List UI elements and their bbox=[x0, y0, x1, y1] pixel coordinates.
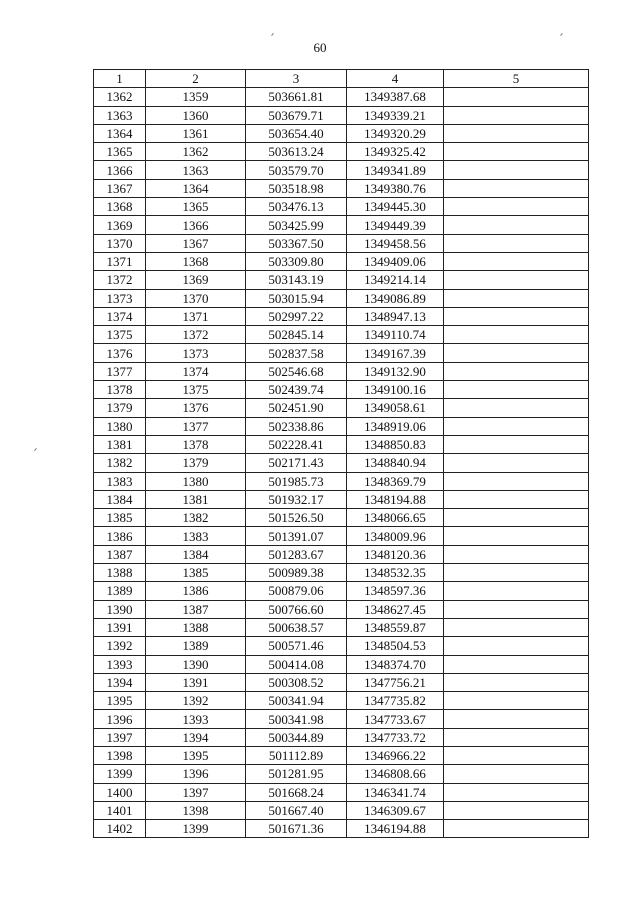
table-row bbox=[94, 710, 589, 728]
table-cell: 503518.98 bbox=[246, 179, 347, 197]
table-row bbox=[94, 655, 589, 673]
table-cell: 503654.40 bbox=[246, 124, 347, 142]
table-row bbox=[94, 399, 589, 417]
table-cell: 1364 bbox=[94, 124, 146, 142]
table-row bbox=[94, 728, 589, 746]
table-cell bbox=[444, 673, 589, 691]
table-cell: 1378 bbox=[94, 381, 146, 399]
table-cell bbox=[444, 728, 589, 746]
table-cell: 1348504.53 bbox=[347, 637, 444, 655]
table-cell: 501391.07 bbox=[246, 527, 347, 545]
table-row bbox=[94, 801, 589, 819]
table-cell: 1385 bbox=[94, 509, 146, 527]
table-cell bbox=[444, 198, 589, 216]
table-cell: 501668.24 bbox=[246, 783, 347, 801]
table-cell: 1349214.14 bbox=[347, 271, 444, 289]
table-cell: 1346309.67 bbox=[347, 801, 444, 819]
table-cell bbox=[444, 326, 589, 344]
table-cell: 502228.41 bbox=[246, 435, 347, 453]
table-row bbox=[94, 600, 589, 618]
table-cell: 1398 bbox=[94, 746, 146, 764]
table-cell: 1367 bbox=[94, 179, 146, 197]
table-cell: 1349449.39 bbox=[347, 216, 444, 234]
table-cell: 1349086.89 bbox=[347, 289, 444, 307]
table-cell bbox=[444, 344, 589, 362]
table-cell: 501526.50 bbox=[246, 509, 347, 527]
table-cell: 1369 bbox=[146, 271, 246, 289]
coordinates-table bbox=[93, 69, 589, 838]
table-cell: 503367.50 bbox=[246, 234, 347, 252]
table-cell: 1374 bbox=[146, 362, 246, 380]
table-cell bbox=[444, 124, 589, 142]
table-cell: 502546.68 bbox=[246, 362, 347, 380]
table-cell: 1375 bbox=[94, 326, 146, 344]
table-row bbox=[94, 252, 589, 270]
table-cell: 503425.99 bbox=[246, 216, 347, 234]
table-cell: 1349341.89 bbox=[347, 161, 444, 179]
table-cell: 1347756.21 bbox=[347, 673, 444, 691]
table-cell bbox=[444, 545, 589, 563]
table-cell: 1361 bbox=[146, 124, 246, 142]
table-cell: 1368 bbox=[94, 198, 146, 216]
table-row bbox=[94, 161, 589, 179]
table-cell: 1393 bbox=[94, 655, 146, 673]
table-cell: 1347733.72 bbox=[347, 728, 444, 746]
table-cell: 1370 bbox=[94, 234, 146, 252]
table-row bbox=[94, 472, 589, 490]
table-cell: 1399 bbox=[94, 765, 146, 783]
table-row bbox=[94, 582, 589, 600]
table-cell: 1348919.06 bbox=[347, 417, 444, 435]
table-row bbox=[94, 234, 589, 252]
table-cell bbox=[444, 783, 589, 801]
table-cell: 1349110.74 bbox=[347, 326, 444, 344]
table-cell: 1364 bbox=[146, 179, 246, 197]
table-cell: 1395 bbox=[146, 746, 246, 764]
table-cell: 1371 bbox=[94, 252, 146, 270]
table-cell: 502997.22 bbox=[246, 307, 347, 325]
table-row bbox=[94, 490, 589, 508]
table-cell: 502338.86 bbox=[246, 417, 347, 435]
table-row bbox=[94, 527, 589, 545]
table-cell: 502837.58 bbox=[246, 344, 347, 362]
table-cell: 503679.71 bbox=[246, 106, 347, 124]
table-cell: 1384 bbox=[94, 490, 146, 508]
table-cell: 1349409.06 bbox=[347, 252, 444, 270]
column-header: 4 bbox=[347, 70, 444, 88]
table-cell: 1382 bbox=[146, 509, 246, 527]
table-cell: 1348597.36 bbox=[347, 582, 444, 600]
table-cell: 1389 bbox=[94, 582, 146, 600]
table-cell: 502439.74 bbox=[246, 381, 347, 399]
table-cell: 1347735.82 bbox=[347, 692, 444, 710]
table-cell: 1348840.94 bbox=[347, 454, 444, 472]
table-cell: 1348369.79 bbox=[347, 472, 444, 490]
table-cell: 1366 bbox=[146, 216, 246, 234]
table-cell bbox=[444, 381, 589, 399]
table-cell bbox=[444, 710, 589, 728]
table-cell: 1373 bbox=[146, 344, 246, 362]
table-cell: 500341.94 bbox=[246, 692, 347, 710]
table-cell: 1377 bbox=[146, 417, 246, 435]
table-cell: 1397 bbox=[94, 728, 146, 746]
table-cell bbox=[444, 399, 589, 417]
table-row bbox=[94, 216, 589, 234]
table-cell: 1348066.65 bbox=[347, 509, 444, 527]
table-row bbox=[94, 746, 589, 764]
table-cell bbox=[444, 88, 589, 106]
table-cell: 1349325.42 bbox=[347, 143, 444, 161]
table-cell: 1373 bbox=[94, 289, 146, 307]
table-cell: 1378 bbox=[146, 435, 246, 453]
table-row bbox=[94, 307, 589, 325]
table-cell: 1395 bbox=[94, 692, 146, 710]
table-row bbox=[94, 783, 589, 801]
table-cell: 1383 bbox=[146, 527, 246, 545]
table-cell bbox=[444, 509, 589, 527]
table-cell: 503309.80 bbox=[246, 252, 347, 270]
table-cell: 1347733.67 bbox=[347, 710, 444, 728]
table-cell: 501112.89 bbox=[246, 746, 347, 764]
table-cell bbox=[444, 472, 589, 490]
table-cell: 1376 bbox=[146, 399, 246, 417]
table-cell: 1384 bbox=[146, 545, 246, 563]
table-row bbox=[94, 362, 589, 380]
scan-mark bbox=[271, 33, 274, 36]
table-cell: 1396 bbox=[146, 765, 246, 783]
table-cell bbox=[444, 252, 589, 270]
table-body bbox=[94, 88, 589, 838]
table-cell: 1349100.16 bbox=[347, 381, 444, 399]
table-cell: 1385 bbox=[146, 564, 246, 582]
table-cell: 1380 bbox=[94, 417, 146, 435]
table-cell: 501281.95 bbox=[246, 765, 347, 783]
table-cell: 1396 bbox=[94, 710, 146, 728]
table-cell: 1402 bbox=[94, 820, 146, 838]
table-cell: 1349445.30 bbox=[347, 198, 444, 216]
table-cell: 1400 bbox=[94, 783, 146, 801]
table-cell bbox=[444, 618, 589, 636]
table-cell: 1349458.56 bbox=[347, 234, 444, 252]
table-cell: 1394 bbox=[146, 728, 246, 746]
table-cell: 1398 bbox=[146, 801, 246, 819]
table-cell bbox=[444, 271, 589, 289]
table-cell: 1348947.13 bbox=[347, 307, 444, 325]
table-cell bbox=[444, 564, 589, 582]
table-cell bbox=[444, 234, 589, 252]
table-cell: 1387 bbox=[94, 545, 146, 563]
table-row bbox=[94, 673, 589, 691]
table-cell: 1346808.66 bbox=[347, 765, 444, 783]
table-cell: 1349339.21 bbox=[347, 106, 444, 124]
table-cell: 1346194.88 bbox=[347, 820, 444, 838]
table-cell: 1383 bbox=[94, 472, 146, 490]
table-row bbox=[94, 198, 589, 216]
table-row bbox=[94, 106, 589, 124]
table-row bbox=[94, 435, 589, 453]
table-row bbox=[94, 765, 589, 783]
table-cell bbox=[444, 692, 589, 710]
column-header: 2 bbox=[146, 70, 246, 88]
table-row bbox=[94, 381, 589, 399]
table-cell bbox=[444, 106, 589, 124]
table-cell: 1348559.87 bbox=[347, 618, 444, 636]
table-cell: 1391 bbox=[146, 673, 246, 691]
table-cell: 1362 bbox=[146, 143, 246, 161]
table-cell: 1348194.88 bbox=[347, 490, 444, 508]
table-cell: 1348009.96 bbox=[347, 527, 444, 545]
table-row bbox=[94, 417, 589, 435]
table-cell: 1366 bbox=[94, 161, 146, 179]
table-cell: 1392 bbox=[146, 692, 246, 710]
table-cell: 500308.52 bbox=[246, 673, 347, 691]
table-cell bbox=[444, 179, 589, 197]
table-cell: 1381 bbox=[146, 490, 246, 508]
column-header: 3 bbox=[246, 70, 347, 88]
table-cell: 1379 bbox=[146, 454, 246, 472]
table-row bbox=[94, 820, 589, 838]
table-cell: 1349132.90 bbox=[347, 362, 444, 380]
table-cell bbox=[444, 417, 589, 435]
table-row bbox=[94, 454, 589, 472]
table-cell bbox=[444, 655, 589, 673]
table-cell: 500341.98 bbox=[246, 710, 347, 728]
table-row bbox=[94, 564, 589, 582]
column-header: 1 bbox=[94, 70, 146, 88]
table-cell: 1367 bbox=[146, 234, 246, 252]
table-cell bbox=[444, 454, 589, 472]
table-cell: 1360 bbox=[146, 106, 246, 124]
table-cell: 1363 bbox=[146, 161, 246, 179]
table-row bbox=[94, 143, 589, 161]
table-cell: 1397 bbox=[146, 783, 246, 801]
table-cell bbox=[444, 362, 589, 380]
table-cell: 503143.19 bbox=[246, 271, 347, 289]
table-cell: 1399 bbox=[146, 820, 246, 838]
table-row bbox=[94, 509, 589, 527]
table-cell: 503015.94 bbox=[246, 289, 347, 307]
table-cell bbox=[444, 582, 589, 600]
table-cell: 1349058.61 bbox=[347, 399, 444, 417]
table-cell bbox=[444, 490, 589, 508]
table-cell: 1388 bbox=[146, 618, 246, 636]
table-cell bbox=[444, 143, 589, 161]
table-row bbox=[94, 289, 589, 307]
table-cell: 1348120.36 bbox=[347, 545, 444, 563]
table-cell: 1349320.29 bbox=[347, 124, 444, 142]
table-cell: 1372 bbox=[146, 326, 246, 344]
table-cell: 1348850.83 bbox=[347, 435, 444, 453]
table-cell: 1381 bbox=[94, 435, 146, 453]
table-row bbox=[94, 326, 589, 344]
table-row bbox=[94, 344, 589, 362]
table-cell: 1365 bbox=[94, 143, 146, 161]
table-cell: 1348627.45 bbox=[347, 600, 444, 618]
table-cell: 1386 bbox=[146, 582, 246, 600]
table-cell: 1349380.76 bbox=[347, 179, 444, 197]
table-cell: 1346966.22 bbox=[347, 746, 444, 764]
table-cell: 1394 bbox=[94, 673, 146, 691]
scan-mark bbox=[34, 448, 37, 451]
table-cell: 1379 bbox=[94, 399, 146, 417]
table-cell: 502171.43 bbox=[246, 454, 347, 472]
table-cell: 1387 bbox=[146, 600, 246, 618]
table-cell: 1348374.70 bbox=[347, 655, 444, 673]
column-header: 5 bbox=[444, 70, 589, 88]
table-cell: 1346341.74 bbox=[347, 783, 444, 801]
table-cell: 1365 bbox=[146, 198, 246, 216]
table-cell: 503661.81 bbox=[246, 88, 347, 106]
table-cell: 501283.67 bbox=[246, 545, 347, 563]
table-cell bbox=[444, 746, 589, 764]
table-row bbox=[94, 88, 589, 106]
table-cell: 502845.14 bbox=[246, 326, 347, 344]
table-cell: 1375 bbox=[146, 381, 246, 399]
table-cell: 1382 bbox=[94, 454, 146, 472]
table-cell: 501932.17 bbox=[246, 490, 347, 508]
table-cell bbox=[444, 289, 589, 307]
table-cell: 1391 bbox=[94, 618, 146, 636]
table-cell bbox=[444, 600, 589, 618]
table-cell: 502451.90 bbox=[246, 399, 347, 417]
table-cell: 501667.40 bbox=[246, 801, 347, 819]
table-cell: 1363 bbox=[94, 106, 146, 124]
table-cell: 503613.24 bbox=[246, 143, 347, 161]
table-cell: 1377 bbox=[94, 362, 146, 380]
table-cell: 1388 bbox=[94, 564, 146, 582]
table-cell: 500766.60 bbox=[246, 600, 347, 618]
table-cell: 1376 bbox=[94, 344, 146, 362]
table-cell bbox=[444, 637, 589, 655]
table-cell: 503579.70 bbox=[246, 161, 347, 179]
table-row bbox=[94, 618, 589, 636]
table-cell: 501985.73 bbox=[246, 472, 347, 490]
table-cell bbox=[444, 307, 589, 325]
table-cell bbox=[444, 161, 589, 179]
table-cell bbox=[444, 216, 589, 234]
table-cell: 500638.57 bbox=[246, 618, 347, 636]
table-row bbox=[94, 124, 589, 142]
table-cell: 1359 bbox=[146, 88, 246, 106]
table-row bbox=[94, 271, 589, 289]
table-cell: 1362 bbox=[94, 88, 146, 106]
table-cell: 1370 bbox=[146, 289, 246, 307]
table-cell bbox=[444, 820, 589, 838]
table-cell: 500879.06 bbox=[246, 582, 347, 600]
table-cell: 1371 bbox=[146, 307, 246, 325]
table-row bbox=[94, 637, 589, 655]
table-cell bbox=[444, 765, 589, 783]
table-cell: 500414.08 bbox=[246, 655, 347, 673]
table-cell bbox=[444, 435, 589, 453]
table-cell bbox=[444, 527, 589, 545]
page-number: 60 bbox=[313, 40, 327, 55]
table-cell: 1349387.68 bbox=[347, 88, 444, 106]
table-cell: 1386 bbox=[94, 527, 146, 545]
table-cell: 500989.38 bbox=[246, 564, 347, 582]
table-cell: 503476.13 bbox=[246, 198, 347, 216]
table-cell: 500571.46 bbox=[246, 637, 347, 655]
table-cell: 1380 bbox=[146, 472, 246, 490]
table-cell: 1374 bbox=[94, 307, 146, 325]
table-cell: 1389 bbox=[146, 637, 246, 655]
table-cell: 500344.89 bbox=[246, 728, 347, 746]
table-cell: 1369 bbox=[94, 216, 146, 234]
table-cell: 1390 bbox=[94, 600, 146, 618]
table-cell: 1348532.35 bbox=[347, 564, 444, 582]
table-row bbox=[94, 692, 589, 710]
table-cell: 1393 bbox=[146, 710, 246, 728]
table-cell: 1390 bbox=[146, 655, 246, 673]
table-cell: 501671.36 bbox=[246, 820, 347, 838]
table-cell: 1392 bbox=[94, 637, 146, 655]
table-cell: 1372 bbox=[94, 271, 146, 289]
table-row bbox=[94, 545, 589, 563]
table-cell: 1401 bbox=[94, 801, 146, 819]
table-cell: 1349167.39 bbox=[347, 344, 444, 362]
table-cell: 1368 bbox=[146, 252, 246, 270]
table-row bbox=[94, 179, 589, 197]
header-row bbox=[94, 70, 589, 88]
scan-mark bbox=[560, 33, 563, 36]
table-cell bbox=[444, 801, 589, 819]
